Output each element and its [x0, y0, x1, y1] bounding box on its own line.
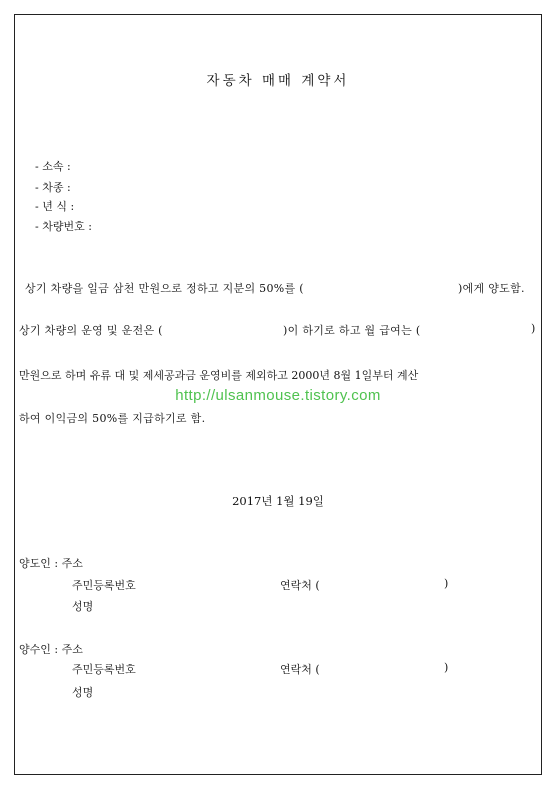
paragraph-2-middle: )이 하기로 하고 월 급여는 ( — [283, 324, 421, 337]
item-plate-number: - 차량번호 : — [35, 220, 92, 233]
paragraph-1-end: )에게 양도함. — [458, 282, 525, 295]
seller-id-label: 주민등록번호 — [72, 579, 136, 592]
item-vehicle-type: - 차종 : — [35, 181, 71, 194]
buyer-contact-close: ) — [444, 661, 449, 674]
item-model-year: - 년 식 : — [35, 200, 75, 213]
buyer-id-label: 주민등록번호 — [72, 663, 136, 676]
seller-address-label: 양도인 : 주소 — [19, 557, 83, 570]
paragraph-3: 만원으로 하며 유류 대 및 제세공과금 운영비를 제외하고 2000년 8월 1일부터 계산 — [19, 369, 419, 382]
contract-page — [14, 14, 542, 775]
buyer-address-label: 양수인 : 주소 — [19, 643, 83, 656]
paragraph-2-start: 상기 차량의 운영 및 운전은 ( — [19, 324, 163, 337]
paragraph-1-start: 상기 차량을 일금 삼천 만원으로 정하고 지분의 50%를 ( — [25, 282, 304, 295]
item-affiliation: - 소속 : — [35, 160, 71, 173]
buyer-contact-open: 연락처 ( — [280, 663, 320, 676]
paragraph-4: 하여 이익금의 50%를 지급하기로 함. — [19, 412, 206, 425]
buyer-name-label: 성명 — [72, 686, 94, 699]
seller-name-label: 성명 — [72, 600, 94, 613]
document-title: 자동차 매매 계약서 — [206, 73, 350, 89]
seller-contact-open: 연락처 ( — [280, 579, 320, 592]
seller-contact-close: ) — [444, 577, 449, 590]
paragraph-2-end: ) — [531, 322, 536, 335]
watermark-url: http://ulsanmouse.tistory.com — [175, 387, 381, 404]
contract-date: 2017년 1월 19일 — [232, 494, 324, 508]
